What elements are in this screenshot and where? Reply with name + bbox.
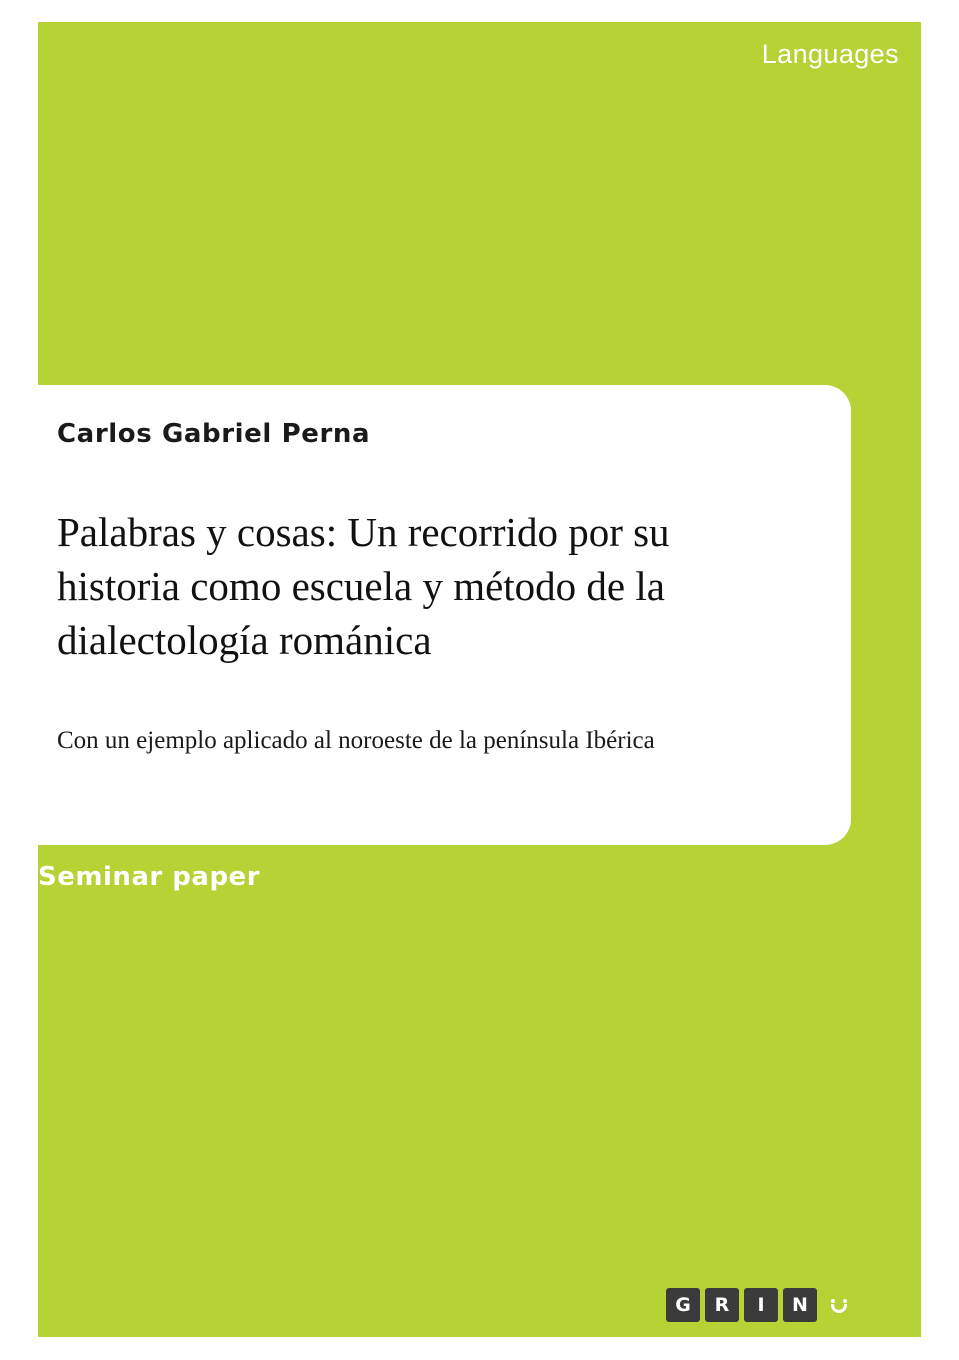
logo-letter-i: I (744, 1288, 778, 1322)
smiley-eye-left (831, 1299, 835, 1303)
smiley-eye-right (843, 1299, 847, 1303)
grin-logo (666, 1288, 856, 1322)
document-type-label: Seminar paper (38, 862, 261, 892)
author-name: Carlos Gabriel Perna (57, 419, 371, 449)
title-card (0, 385, 851, 845)
smiley-icon (822, 1288, 856, 1322)
subtitle: Con un ejemplo aplicado al noroeste de la península Ibérica (57, 727, 655, 755)
logo-letter-r: R (705, 1288, 739, 1322)
page-title: Palabras y cosas: Un recorrido por su historia como escuela y método de la dialectología románica (57, 509, 670, 664)
logo-letter-n: N (783, 1288, 817, 1322)
category-label: Languages (761, 38, 899, 69)
logo-letter-g: G (666, 1288, 700, 1322)
category-banner (604, 22, 921, 86)
smiley-mouth (831, 1304, 847, 1313)
